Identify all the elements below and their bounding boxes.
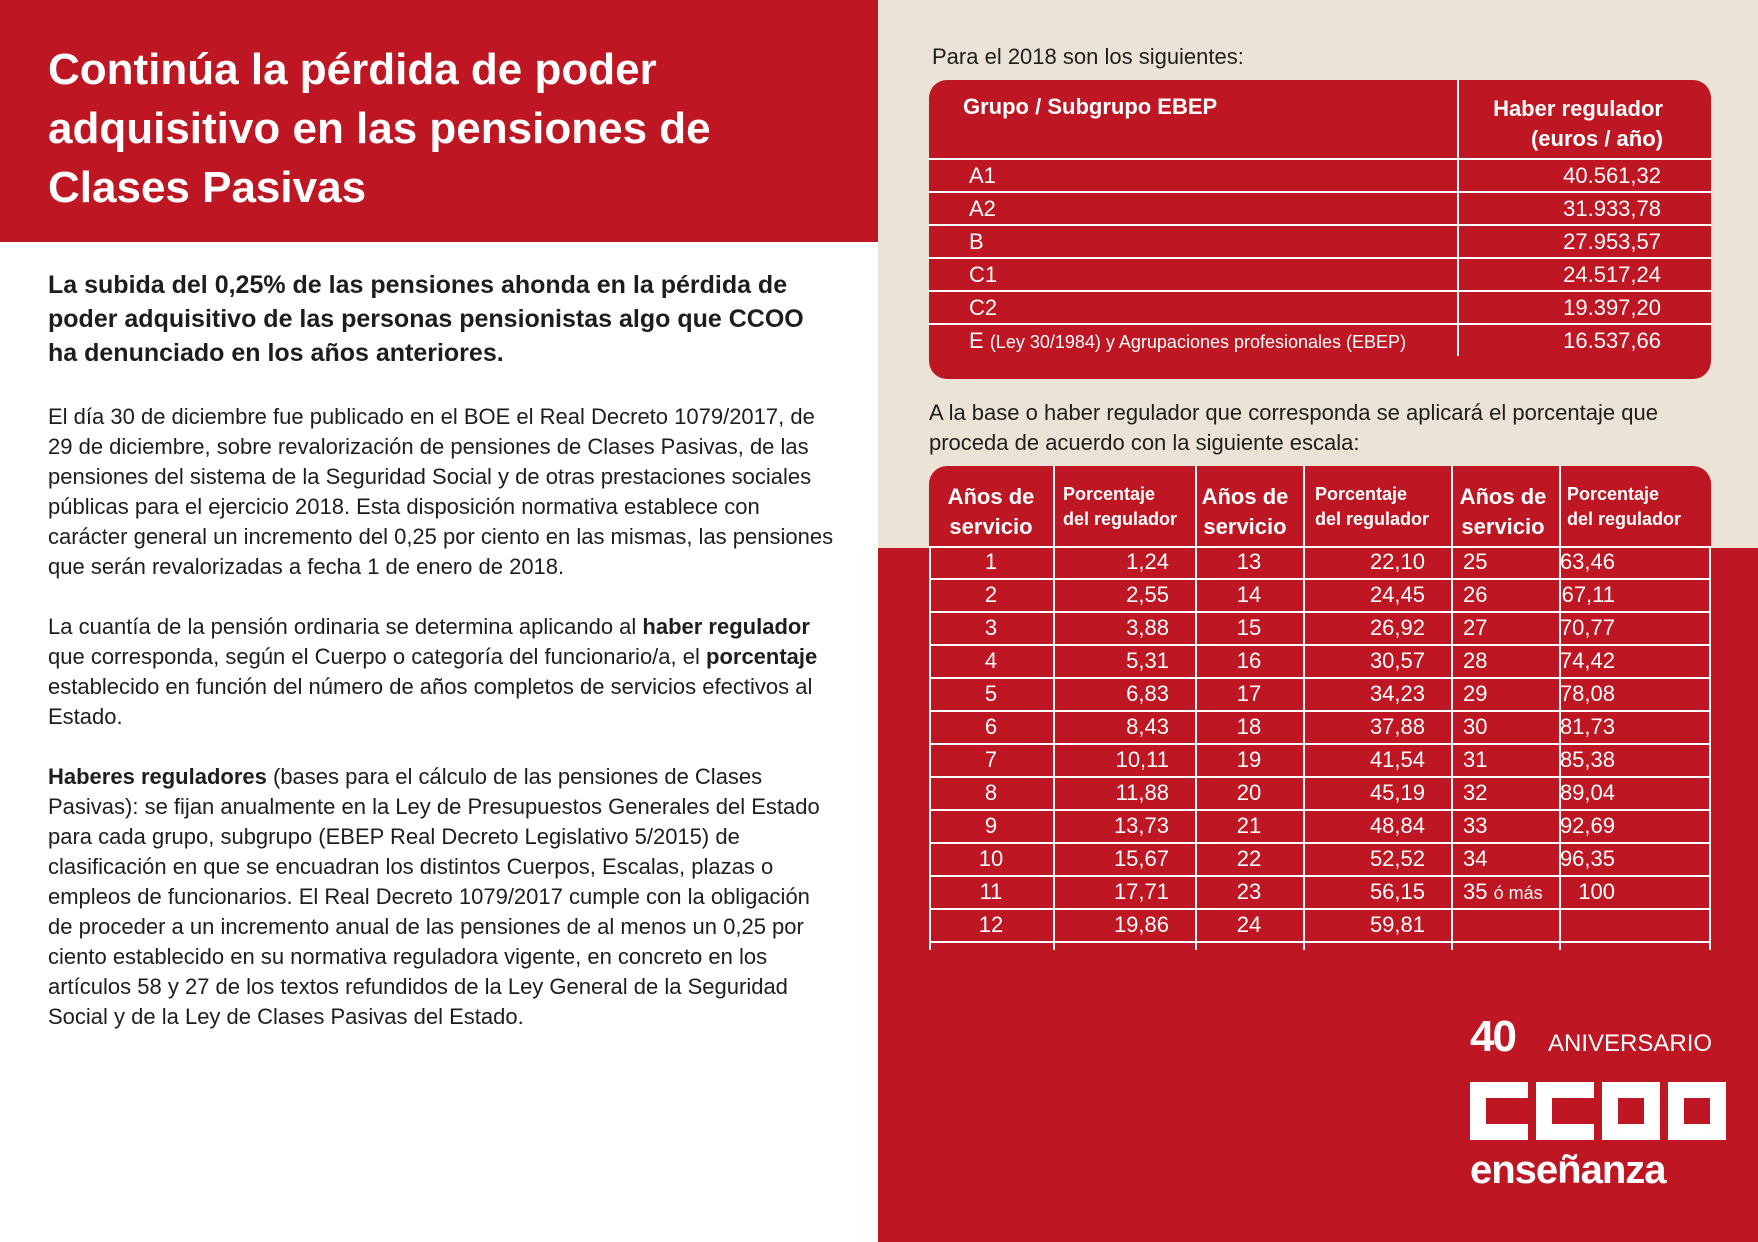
table2-years-cell [951, 909, 1031, 940]
table1-value: 19.397,20 [1563, 295, 1661, 320]
years-value: 3 [984, 615, 998, 640]
haber-regulador-table [929, 80, 1711, 379]
table2-years-cell [1463, 744, 1487, 775]
table2-pct-cell: 17,71 [1113, 879, 1169, 904]
table2-years-cell [1209, 546, 1289, 577]
years-value: 23 [1236, 879, 1262, 904]
table2-years-cell [1209, 876, 1289, 907]
table2-years-cell [1463, 645, 1487, 676]
table2-pct-cell: 24,45 [1369, 582, 1425, 607]
paragraph-cuantia [48, 612, 838, 732]
table2-pct-cell: 45,19 [1369, 780, 1425, 805]
table2-pct-cell: 5,31 [1126, 648, 1169, 673]
table1-group: C2 [969, 295, 998, 320]
logo-anniversary-number: 40 [1470, 1012, 1515, 1061]
table1-header-value [1493, 94, 1663, 154]
para2-text-2: que corresponda, según el Cuerpo o categoría del funcionario/a, el [48, 644, 706, 669]
table2-pct-cell: 41,54 [1369, 747, 1425, 772]
years-value: 33 [1463, 813, 1488, 838]
table2-years-cell [951, 546, 1031, 577]
years-value: 12 [978, 912, 1004, 937]
table2-pct-cell: 8,43 [1126, 714, 1169, 739]
table-row [929, 193, 1711, 226]
years-value: 11 [979, 879, 1003, 904]
table1-group: C1 [969, 262, 998, 287]
table2-years-cell [1463, 579, 1487, 610]
para2-bold-haber: haber regulador [642, 614, 810, 639]
table1-group-letter: E [969, 328, 984, 353]
paragraph-boe: El día 30 de diciembre fue publicado en el BOE el Real Decreto 1079/2017, de 29 de diciembre, sobre revalorización de pensiones de Clases Pasivas, de las pensiones del sistema de la Seguridad Social y de otras prestaciones sociales públicas para el ejercicio 2018. Esta disposición normativa establece con carácter general un incremento del 0,25 por ciento en las mismas, las pensiones que serán revalorizadas a fecha 1 de enero de 2018. [48, 404, 834, 579]
table2-intro: A la base o haber regulador que corresponda se aplicará el porcentaje que proceda de acuerdo con la siguiente escala: [929, 400, 1658, 455]
header-pct-line1: Porcentaje [1315, 484, 1408, 504]
table2-years-cell [1209, 678, 1289, 709]
table2-years-cell [1463, 546, 1487, 577]
table1-value: 27.953,57 [1563, 229, 1661, 254]
table2-pct-cell: 74,42 [1559, 648, 1615, 673]
table2-years-cell [1209, 711, 1289, 742]
table-row [929, 292, 1711, 325]
years-value: 24 [1236, 912, 1262, 937]
table2-years-cell [1463, 810, 1487, 841]
ccoo-logo [1470, 1012, 1730, 1198]
years-value: 9 [984, 813, 998, 838]
ccoo-letters-icon [1470, 1082, 1728, 1140]
table2-pct-cell: 30,57 [1369, 648, 1425, 673]
table2-years-cell [1209, 909, 1289, 940]
para3-bold-haberes: Haberes reguladores [48, 764, 267, 789]
header-pct-line2: del regulador [1315, 509, 1430, 529]
para2-text-1: La cuantía de la pensión ordinaria se determina aplicando al [48, 614, 643, 639]
table2-pct-cell: 59,81 [1369, 912, 1425, 937]
table1-value: 16.537,66 [1563, 328, 1661, 353]
table2-pct-cell: 2,55 [1126, 582, 1169, 607]
years-value: 16 [1236, 648, 1262, 673]
years-value: 6 [984, 714, 998, 739]
para3-text: (bases para el cálculo de las pensiones de Clases Pasivas): se fijan anualmente en la Ley de Presupuestos Generales del Estado para cada grupo, subgrupo (EBEP Real Decreto Legislativo 5/2015) de clasificación en que se encuadran los distintos Cuerpos, Escalas, plazas o empleos de funcionarios. El Real Decreto 1079/2017 cumple con la obligación de proceder a un incremento anual de las pensiones de al menos un 0,25 por ciento establecido en su normativa reguladora vigente, en concreto en los artículos 58 y 27 de los textos refundidos de la Ley General de la Seguridad Social y de la Ley de Clases Pasivas del Estado. [48, 764, 820, 1029]
years-value: 1 [984, 549, 998, 574]
header-pct-line2: del regulador [1567, 509, 1682, 529]
table2-vline [1195, 466, 1197, 950]
table2-pct-cell: 10,11 [1115, 747, 1169, 772]
table1-group [969, 328, 1406, 354]
table2-pct-cell: 1,24 [1126, 549, 1169, 574]
porcentaje-table [929, 466, 1711, 950]
years-value: 22 [1236, 846, 1262, 871]
table2-years-cell [1209, 645, 1289, 676]
table2-right-border [1709, 546, 1711, 950]
years-suffix: ó más [1493, 883, 1543, 903]
para2-bold-porcentaje: porcentaje [706, 644, 818, 669]
table2-pct-cell: 89,04 [1559, 780, 1615, 805]
table2-years-cell [951, 612, 1031, 643]
years-value: 26 [1463, 582, 1488, 607]
table1-header-group: Grupo / Subgrupo EBEP [963, 94, 1218, 119]
table2-pct-cell: 48,84 [1369, 813, 1425, 838]
table2-years-cell [1463, 843, 1487, 874]
table2-years-cell [1209, 843, 1289, 874]
table2-years-cell [1209, 612, 1289, 643]
table-row [929, 226, 1711, 259]
page-title: Continúa la pérdida de poder adquisitivo en las pensiones de Clases Pasivas [48, 45, 711, 212]
table2-years-cell [1209, 744, 1289, 775]
table2-pct-cell: 63,46 [1559, 549, 1615, 574]
table1-group: B [969, 229, 984, 254]
table2-years-cell [951, 843, 1031, 874]
years-value: 2 [984, 582, 998, 607]
table2-pct-cell: 85,38 [1559, 747, 1615, 772]
table1-intro: Para el 2018 son los siguientes: [932, 44, 1244, 69]
years-value: 29 [1463, 681, 1488, 706]
table2-years-cell [1209, 777, 1289, 808]
table2-header-pct [1063, 482, 1177, 532]
table2-years-cell [1209, 579, 1289, 610]
header-years-line1: Años de [1459, 484, 1547, 509]
table2-pct-cell: 13,73 [1113, 813, 1169, 838]
table2-pct-cell: 56,15 [1369, 879, 1425, 904]
years-value: 7 [984, 747, 998, 772]
table2-pct-cell: 70,77 [1559, 615, 1615, 640]
table2-years-cell [1209, 810, 1289, 841]
para2-text-3: establecido en función del número de años completos de servicios efectivos al Estado. [48, 674, 813, 729]
table2-years-cell [1463, 678, 1487, 709]
years-value: 18 [1236, 714, 1262, 739]
table2-pct-cell: 81,73 [1559, 714, 1615, 739]
header-years-line2: servicio [949, 514, 1033, 539]
years-value: 34 [1463, 846, 1488, 871]
logo-anniversary-label: ANIVERSARIO [1548, 1030, 1713, 1057]
table1-group: A1 [969, 163, 996, 188]
header-years-line1: Años de [947, 484, 1035, 509]
table1-value: 24.517,24 [1563, 262, 1661, 287]
years-value: 32 [1463, 780, 1488, 805]
table2-pct-cell: 37,88 [1369, 714, 1425, 739]
table2-pct-cell [1513, 909, 1615, 940]
table2-pct-cell: 34,23 [1369, 681, 1425, 706]
table2-years-cell [951, 579, 1031, 610]
years-value: 25 [1463, 549, 1488, 574]
years-value: 31 [1463, 747, 1488, 772]
table2-pct-cell: 78,08 [1559, 681, 1615, 706]
table2-years-cell [1463, 612, 1487, 643]
years-value: 10 [978, 846, 1004, 871]
table2-header-pct [1567, 482, 1681, 532]
years-value: 14 [1236, 582, 1262, 607]
table2-years-cell [951, 678, 1031, 709]
table1-header [929, 80, 1711, 160]
table1-group-note: (Ley 30/1984) y Agrupaciones profesionales (EBEP) [989, 332, 1407, 352]
table2-years-cell [951, 711, 1031, 742]
table2-years-cell [951, 777, 1031, 808]
table2-vline [1303, 466, 1305, 950]
years-value: 17 [1236, 681, 1262, 706]
table2-pct-cell: 22,10 [1369, 549, 1425, 574]
table2-pct-cell: 26,92 [1369, 615, 1425, 640]
table2-years-cell [951, 744, 1031, 775]
table2-vline [1053, 466, 1055, 950]
table2-pct-cell: 19,86 [1113, 912, 1169, 937]
table1-value: 40.561,32 [1563, 163, 1661, 188]
table2-pct-cell: 67,11 [1561, 582, 1615, 607]
table2-pct-cell: 6,83 [1126, 681, 1169, 706]
years-value: 8 [984, 780, 998, 805]
table2-years-cell [1463, 711, 1487, 742]
years-value: 5 [984, 681, 998, 706]
table2-pct-cell: 100 [1578, 879, 1615, 904]
years-value: 30 [1463, 714, 1488, 739]
years-value: 35 [1463, 879, 1488, 904]
table2-pct-cell: 52,52 [1369, 846, 1425, 871]
table2-left-border [929, 546, 931, 950]
table2-bottom-border [929, 941, 1711, 943]
lead-paragraph: La subida del 0,25% de las pensiones ahonda en la pérdida de poder adquisitivo de las personas pensionistas algo que CCOO ha denunciado en los años anteriores. [48, 271, 804, 367]
years-value: 4 [984, 648, 998, 673]
header-pct-line1: Porcentaje [1567, 484, 1660, 504]
header-years-line2: servicio [1203, 514, 1287, 539]
table2-years-cell [951, 645, 1031, 676]
years-value: 20 [1236, 780, 1262, 805]
years-value: 15 [1236, 615, 1262, 640]
table2-years-cell [951, 876, 1031, 907]
table2-header-years [929, 482, 1053, 542]
paragraph-haberes [48, 762, 838, 1032]
table2-pct-cell: 92,69 [1559, 813, 1615, 838]
table1-header-value-line1: Haber regulador [1493, 96, 1663, 121]
years-value: 19 [1236, 747, 1262, 772]
years-value: 27 [1463, 615, 1488, 640]
table-row [929, 160, 1711, 193]
table1-value: 31.933,78 [1563, 196, 1661, 221]
table-row [929, 259, 1711, 292]
header-years-line2: servicio [1461, 514, 1545, 539]
header-years-line1: Años de [1201, 484, 1289, 509]
table2-years-cell [1463, 777, 1487, 808]
table2-vline [1451, 466, 1453, 950]
table2-header-pct [1315, 482, 1429, 532]
header-pct-line1: Porcentaje [1063, 484, 1156, 504]
years-value: 28 [1463, 648, 1488, 673]
header-pct-line2: del regulador [1063, 509, 1178, 529]
table2-years-cell [951, 810, 1031, 841]
table2-pct-cell: 3,88 [1126, 615, 1169, 640]
table1-group: A2 [969, 196, 996, 221]
logo-subtitle: enseñanza [1470, 1148, 1666, 1192]
header-banner [0, 0, 878, 242]
table2-pct-cell: 15,67 [1113, 846, 1169, 871]
table1-header-value-line2: (euros / año) [1530, 126, 1663, 151]
table-row [929, 325, 1711, 356]
article-body [48, 268, 838, 1062]
years-value: 21 [1236, 813, 1262, 838]
table2-header-years [1195, 482, 1295, 542]
years-value: 13 [1236, 549, 1262, 574]
table2-header-years [1453, 482, 1553, 542]
table2-pct-cell: 11,88 [1115, 780, 1169, 805]
table2-pct-cell: 96,35 [1559, 846, 1615, 871]
